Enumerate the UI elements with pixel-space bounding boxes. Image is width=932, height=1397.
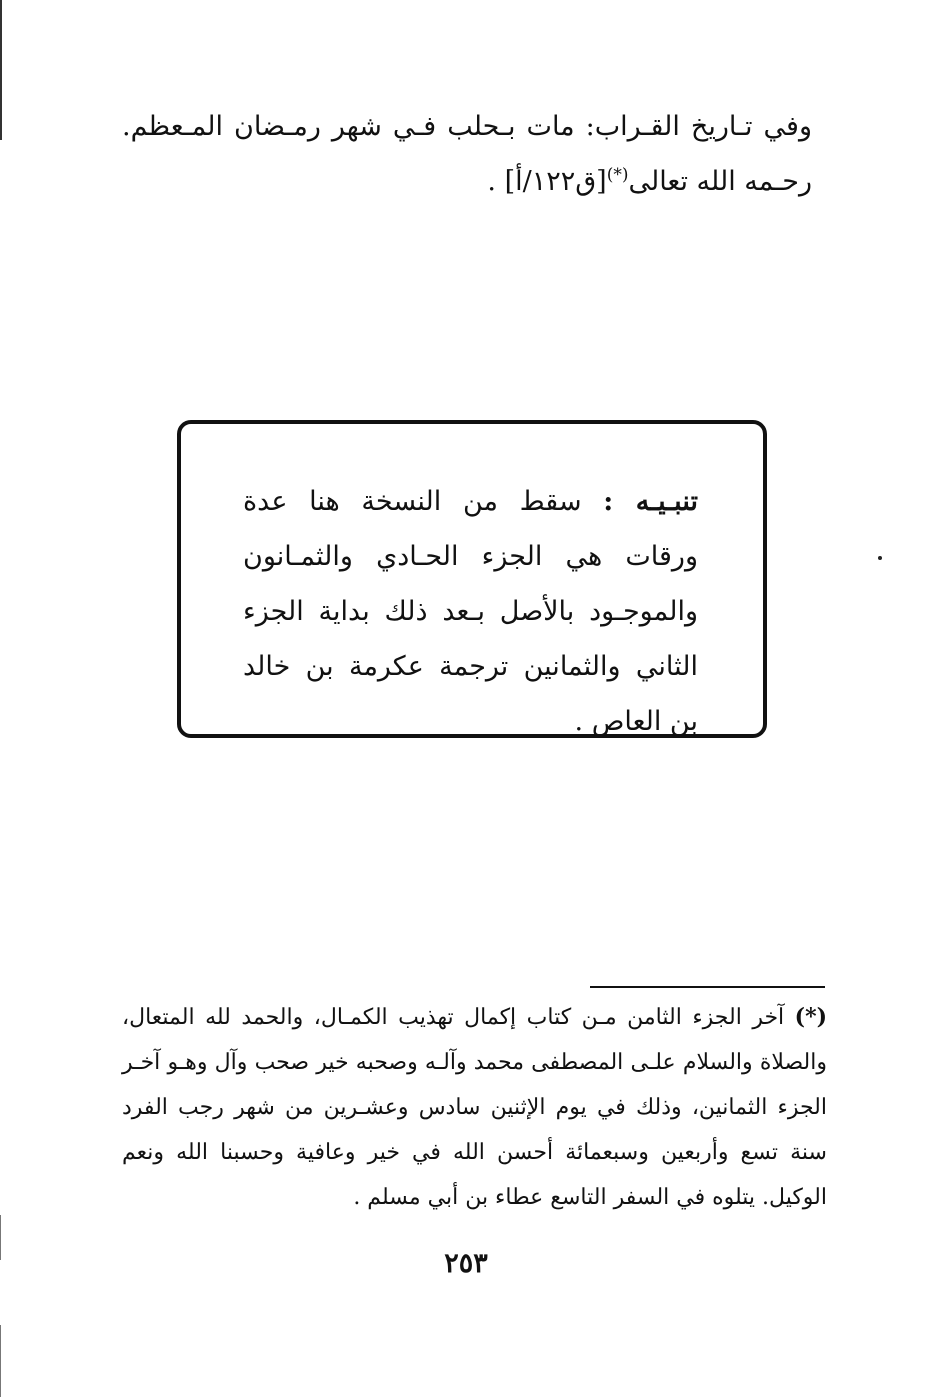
page-edge-line [0,0,2,140]
footnote-text: آخر الجزء الثامن مـن كتاب إكمال تهذيب الكمـال، والحمد لله المتعال، والصلاة والسلام علـى المصطفى محمد وآلـه وصحبه خير صحب وآل وهـو آخـر الجزء الثمانين، وذلك في يوم الإثنين سادس وعشـرين من شهر رجب الفرد سنة تسع وأربعين وسبعمائة أحسن الله في خير وعافية وحسبنا الله ونعم الوكيل. يتلوه في السفر التاسع عطاء بن أبي مسلم . [122,1005,827,1210]
page-number: ٢٥٣ [444,1248,488,1279]
footnote-marker: (*) [794,1004,827,1030]
notice-text: سقط من النسخة هنا عدة ورقات هي الجزء الحـادي والثمـانون والموجـود بالأصل بـعد ذلك بداية الجزء الثاني والثمانين ترجمة عكرمة بن خالد بن العاص . [243,486,698,737]
footnote-separator [590,986,825,988]
notice-paragraph [243,474,698,749]
page-edge-line [0,1325,1,1397]
body-paragraph [122,103,812,206]
footnote [122,995,827,1220]
notice-lead: تنبـيـه : [603,486,698,517]
footnote-reference[interactable]: (*) [606,165,629,185]
manuscript-citation: [ق١٢٢/أ] . [487,166,607,197]
margin-dot [878,556,882,560]
notice-box [177,420,767,738]
body-text: وفي تـاريخ القـراب: مات بـحلب فـي شهر رمـضان المـعظم. رحـمه الله تعالى [122,111,812,197]
